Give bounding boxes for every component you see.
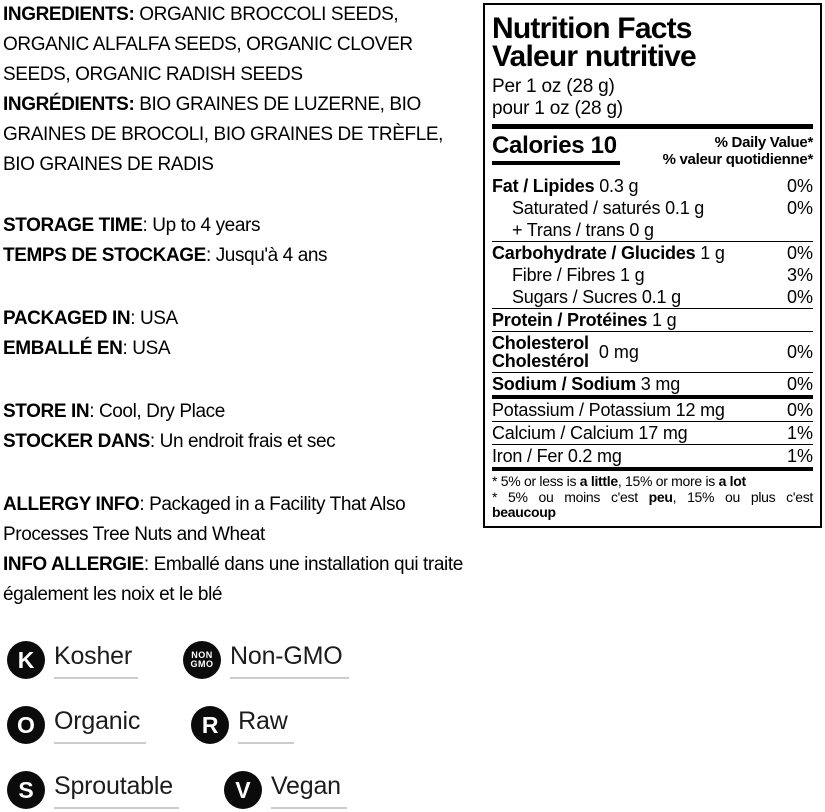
footnote-en-b2: a lot: [718, 474, 746, 489]
row-cholesterol-label: [492, 334, 589, 370]
row-fat-pct: 0%: [786, 176, 813, 196]
row-saturated-pct: 0%: [786, 198, 813, 218]
badge-sproutable: [7, 771, 179, 809]
footnote-en: [492, 474, 813, 490]
storage-time-en: [3, 211, 473, 241]
sproutable-icon: [7, 771, 45, 809]
store-in-en-label: STORE IN: [3, 401, 90, 422]
ingredients-en-label: INGREDIENTS:: [3, 4, 135, 25]
row-cholesterol-pct: 0%: [786, 342, 813, 362]
allergy-en-text: : Packaged in a Facility That Also Processes Tree Nuts and Wheat: [3, 494, 406, 545]
row-carbohydrate-pct: 0%: [786, 243, 813, 263]
footnote-fr-b1: peu: [648, 488, 673, 505]
row-protein-amount: 1 g: [647, 310, 677, 330]
row-carbohydrate: [492, 241, 813, 264]
vegan-icon-letter: V: [235, 776, 251, 803]
row-calcium-pct: 1%: [786, 423, 813, 443]
storage-time-en-label: STORAGE TIME: [3, 215, 143, 236]
row-sodium: [492, 372, 813, 395]
row-fibre: [492, 264, 813, 286]
row-cholesterol: [492, 331, 813, 372]
packaged-in-en-label: PACKAGED IN: [3, 308, 131, 329]
row-saturated-text: Saturated / saturés 0.1 g: [512, 198, 705, 218]
ingredients-fr-label: INGRÉDIENTS:: [3, 94, 135, 115]
row-potassium: [492, 395, 813, 421]
row-fibre-label: [492, 265, 644, 285]
daily-value-header: [663, 134, 813, 168]
row-potassium-pct: 0%: [786, 400, 813, 420]
row-potassium-label: [492, 400, 725, 420]
row-carbohydrate-name: Carbohydrate / Glucides: [492, 243, 696, 263]
row-fibre-pct: 3%: [786, 265, 813, 285]
daily-value-fr: % valeur quotidienne*: [662, 151, 813, 168]
footnote-fr-t2: , 15% ou plus c'est: [672, 488, 813, 505]
row-sodium-name: Sodium / Sodium: [492, 374, 636, 394]
ingredients-fr: [3, 90, 473, 180]
header-divider: [492, 124, 813, 129]
row-iron-label: [492, 446, 622, 466]
left-info-column: [3, 0, 473, 643]
row-carbohydrate-amount: 1 g: [695, 243, 725, 263]
section-ingredients: [3, 0, 473, 180]
footnote-en-t2: , 15% or more is: [617, 474, 719, 489]
row-sugars-label: [492, 287, 681, 307]
badge-kosher-label: Kosher: [54, 642, 138, 679]
packaged-in-fr-text: : USA: [122, 338, 171, 359]
row-calcium-text: Calcium / Calcium 17 mg: [492, 423, 688, 443]
row-sugars-text: Sugars / Sucres 0.1 g: [512, 287, 681, 307]
store-in-en-text: : Cool, Dry Place: [89, 401, 225, 422]
packaged-in-en: [3, 304, 473, 334]
store-in-fr: [3, 427, 473, 457]
row-iron: [492, 444, 813, 467]
daily-value-en: % Daily Value*: [714, 134, 813, 151]
footnote-fr-b2: beaucoup: [492, 504, 556, 520]
row-potassium-text: Potassium / Potassium 12 mg: [492, 400, 725, 420]
section-packaged-in: [3, 304, 473, 364]
row-sodium-label: [492, 374, 680, 394]
raw-icon-letter: R: [201, 711, 219, 738]
non-gmo-icon: [183, 641, 221, 679]
serving-size-fr: pour 1 oz (28 g): [492, 98, 623, 119]
row-iron-pct: 1%: [786, 446, 813, 466]
footnote-en-b1: a little: [579, 474, 618, 489]
row-trans-text: + Trans / trans 0 g: [512, 220, 654, 240]
badge-row-3: [7, 771, 349, 809]
organic-icon: [7, 706, 45, 744]
allergy-en-label: ALLERGY INFO: [3, 494, 140, 515]
row-calcium-label: [492, 423, 687, 443]
store-in-en: [3, 397, 473, 427]
row-fat: [492, 175, 813, 197]
badge-sproutable-label: Sproutable: [54, 772, 179, 809]
row-saturated: [492, 197, 813, 219]
row-trans-label: [492, 220, 654, 240]
non-gmo-icon-line2: GMO: [190, 659, 214, 669]
badge-non-gmo-label: Non-GMO: [230, 642, 349, 679]
badge-row-2: [7, 706, 349, 744]
row-fat-label: [492, 176, 638, 196]
row-protein-name: Protein / Protéines: [492, 310, 648, 330]
badge-raw: [191, 706, 293, 744]
row-sodium-pct: 0%: [786, 374, 813, 394]
badge-organic-label: Organic: [54, 707, 146, 744]
store-in-fr-text: : Un endroit frais et sec: [149, 431, 336, 452]
storage-time-fr-label: TEMPS DE STOCKAGE: [3, 245, 206, 266]
serving-size: [492, 76, 813, 120]
footnote-fr: [492, 490, 813, 521]
badge-vegan: [224, 771, 347, 809]
storage-time-fr-text: : Jusqu'à 4 ans: [205, 245, 328, 266]
nutrition-title-en: Nutrition Facts: [492, 12, 692, 45]
allergy-fr-label: INFO ALLERGIE: [3, 554, 144, 575]
row-sodium-amount: 3 mg: [636, 374, 681, 394]
badge-raw-label: Raw: [238, 707, 293, 744]
packaged-in-fr-label: EMBALLÉ EN: [3, 338, 123, 359]
raw-icon: [191, 706, 229, 744]
row-iron-text: Iron / Fer 0.2 mg: [492, 446, 622, 466]
row-trans: [492, 219, 813, 241]
nutrition-title-fr: Valeur nutritive: [492, 40, 696, 73]
allergy-fr-text: : Emballé dans une installation qui traite également les noix et le blé: [3, 554, 463, 605]
section-storage-time: [3, 211, 473, 271]
badge-non-gmo: [183, 641, 349, 679]
sproutable-icon-letter: S: [18, 776, 34, 803]
serving-size-en: Per 1 oz (28 g): [492, 76, 615, 97]
ingredients-en-text: ORGANIC BROCCOLI SEEDS, ORGANIC ALFALFA SEEDS, ORGANIC CLOVER SEEDS, ORGANIC RADISH SEEDS: [3, 4, 413, 85]
row-cholesterol-name-en: Cholesterol: [492, 333, 589, 353]
footnote: [492, 467, 813, 523]
row-fat-name: Fat / Lipides: [492, 176, 595, 196]
nutrition-facts-panel: [483, 3, 822, 528]
calories-value: Calories 10: [492, 134, 620, 165]
kosher-icon: [7, 641, 45, 679]
badge-vegan-label: Vegan: [271, 772, 347, 809]
footnote-fr-t1: * 5% ou moins c'est: [492, 488, 649, 505]
packaged-in-en-text: : USA: [130, 308, 178, 329]
badge-organic: [7, 706, 146, 744]
row-cholesterol-name-fr: Cholestérol: [492, 351, 589, 371]
calories-section: [492, 134, 813, 168]
packaged-in-fr: [3, 334, 473, 364]
section-allergy: [3, 490, 473, 610]
row-sugars-pct: 0%: [786, 287, 813, 307]
vegan-icon: [224, 771, 262, 809]
ingredients-fr-text: BIO GRAINES DE LUZERNE, BIO GRAINES DE BROCOLI, BIO GRAINES DE TRÈFLE, BIO GRAINES DE RADIS: [3, 94, 444, 175]
kosher-icon-letter: K: [17, 646, 35, 673]
badge-kosher: [7, 641, 138, 679]
certification-badges: [7, 641, 349, 812]
storage-time-en-text: : Up to 4 years: [142, 215, 261, 236]
row-calcium: [492, 421, 813, 444]
storage-time-fr: [3, 241, 473, 271]
row-fibre-text: Fibre / Fibres 1 g: [512, 265, 645, 285]
section-store-in: [3, 397, 473, 457]
row-fat-amount: 0.3 g: [594, 176, 639, 196]
footnote-en-t1: * 5% or less is: [492, 474, 580, 489]
badge-row-1: [7, 641, 349, 679]
ingredients-en: [3, 0, 473, 90]
row-saturated-label: [492, 198, 704, 218]
row-protein: [492, 308, 813, 331]
row-sugars: [492, 286, 813, 308]
row-cholesterol-amount: 0 mg: [598, 342, 639, 362]
store-in-fr-label: STOCKER DANS: [3, 431, 150, 452]
organic-icon-letter: O: [17, 711, 35, 738]
non-gmo-icon-line1: NON: [191, 650, 213, 660]
row-protein-label: [492, 310, 676, 330]
allergy-fr: [3, 550, 473, 610]
allergy-en: [3, 490, 473, 550]
row-carbohydrate-label: [492, 243, 725, 263]
